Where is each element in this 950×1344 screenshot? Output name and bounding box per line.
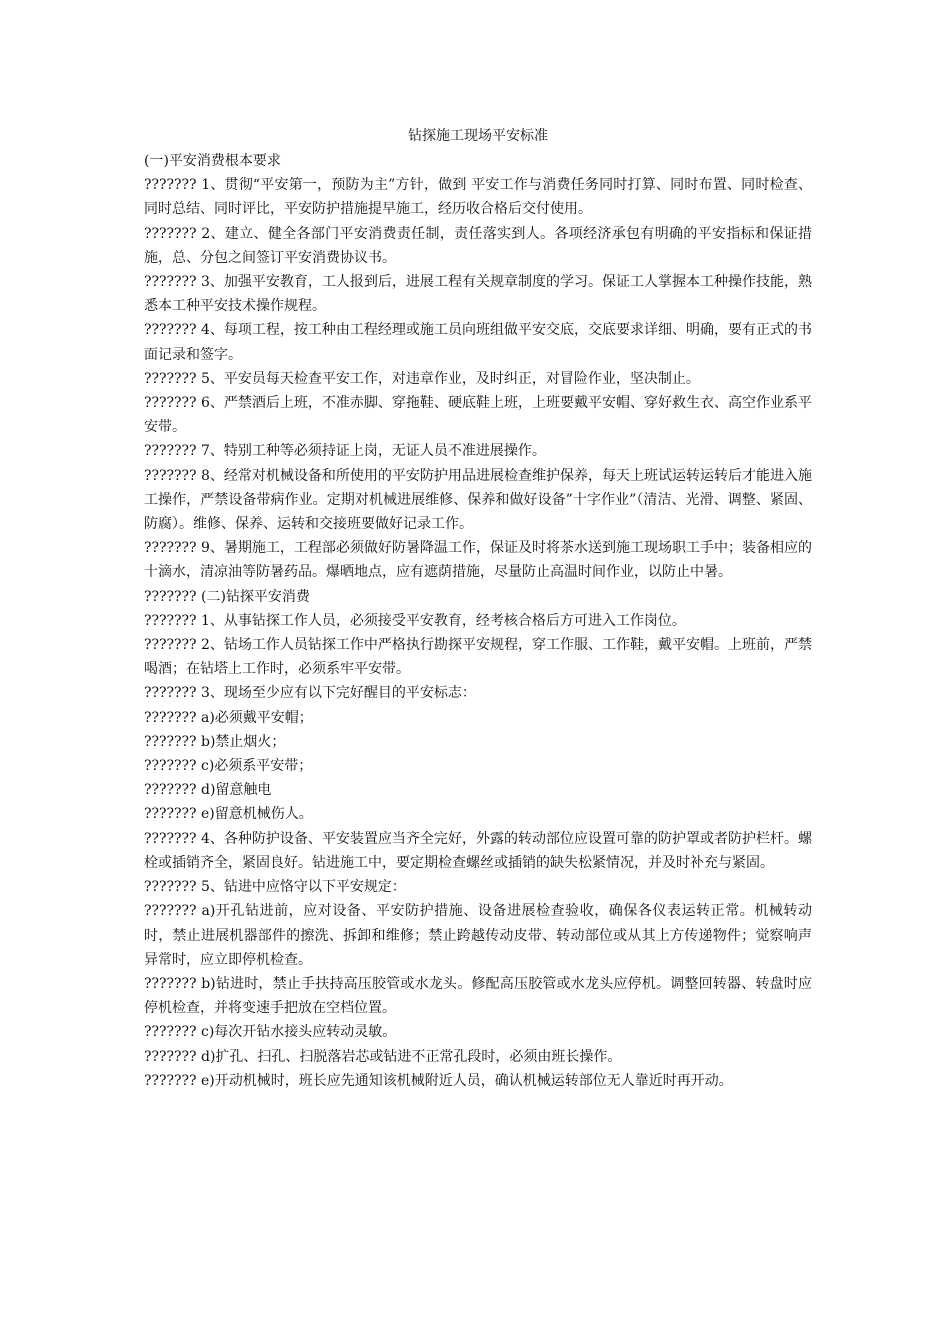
paragraph: ??????? 9、暑期施工，工程部必须做好防暑降温工作，保证及时将茶水送到施工现场职工手中；装备相应的十滴水，清凉油等防暑药品。爆晒地点，应有遮荫措施，尽量防止高温时间作业，以防止中暑。 bbox=[144, 540, 812, 581]
paragraph: ??????? 2、钻场工作人员钻探工作中严格执行勘探平安规程，穿工作服、工作鞋，戴平安帽。上班前，严禁喝酒；在钻塔上工作时，必须系牢平安带。 bbox=[144, 637, 812, 678]
document-page bbox=[144, 124, 812, 1093]
paragraph: ??????? 6、严禁酒后上班，不准赤脚、穿拖鞋、硬底鞋上班，上班要戴平安帽、穿好救生衣、高空作业系平安带。 bbox=[144, 395, 812, 436]
paragraph: ??????? 3、加强平安教育，工人报到后，进展工程有关规章制度的学习。保证工人掌握本工种操作技能，熟悉本工种平安技术操作规程。 bbox=[144, 274, 812, 315]
paragraph: ??????? a)必须戴平安帽； bbox=[144, 709, 313, 726]
paragraph: ??????? 2、建立、健全各部门平安消费责任制，责任落实到人。各项经济承包有明确的平安指标和保证措施，总、分包之间签订平安消费协议书。 bbox=[144, 225, 812, 266]
paragraph: ??????? 1、贯彻“平安第一，预防为主”方针，做到 平安工作与消费任务同时打算、同时布置、同时检查、同时总结、同时评比，平安防护措施提早施工，经历收合格后交付使用。 bbox=[144, 177, 812, 218]
paragraph: ??????? 1、从事钻探工作人员，必须接受平安教育，经考核合格后方可进入工作岗位。 bbox=[144, 612, 686, 629]
paragraph: ??????? b)禁止烟火； bbox=[144, 733, 286, 750]
paragraph: ??????? 5、钻进中应恪守以下平安规定： bbox=[144, 879, 406, 896]
paragraph: ??????? 3、现场至少应有以下完好醒目的平安标志： bbox=[144, 685, 476, 702]
paragraph: ??????? 4、各种防护设备、平安装置应当齐全完好，外露的转动部位应设置可靠的防护罩或者防护栏杆。螺栓或插销齐全，紧固良好。钻进施工中，要定期检查螺丝或插销的缺失松紧情况，并及时补充与紧固。 bbox=[144, 830, 812, 871]
paragraph: ??????? 8、经常对机械设备和所使用的平安防护用品进展检查维护保养，每天上班试运转运转后才能进入施工操作，严禁设备带病作业。定期对机械进展维修、保养和做好设备”十字作业”（清洁、光滑、调整、紧固、防腐）。维修、保养、运转和交接班要做好记录工作。 bbox=[144, 467, 812, 533]
paragraph: ??????? 5、平安员每天检查平安工作，对违章作业，及时纠正，对冒险作业，坚决制止。 bbox=[144, 370, 700, 387]
paragraph: ??????? (二)钻探平安消费 bbox=[144, 588, 310, 605]
paragraph: ??????? a)开孔钻进前，应对设备、平安防护措施、设备进展检查验收，确保各仪表运转正常。机械转动时，禁止进展机器部件的擦洗、拆卸和维修；禁止跨越传动皮带、转动部位或从其上方传递物件；觉察响声异常时，应立即停机检查。 bbox=[144, 903, 812, 968]
paragraph: ??????? d)扩孔、扫孔、扫脱落岩芯或钻进不正常孔段时，必须由班长操作。 bbox=[144, 1048, 622, 1065]
paragraph: ??????? 4、每项工程，按工种由工程经理或施工员向班组做平安交底，交底要求详细、明确，要有正式的书面记录和签字。 bbox=[144, 322, 812, 363]
paragraph: ??????? c)每次开钻水接头应转动灵敏。 bbox=[144, 1024, 397, 1041]
paragraph: ??????? 7、特别工种等必须持证上岗，无证人员不准进展操作。 bbox=[144, 443, 546, 460]
paragraph: ??????? e)留意机械伤人。 bbox=[144, 806, 313, 823]
paragraph: ??????? b)钻进时，禁止手扶持高压胶管或水龙头。修配高压胶管或水龙头应停机。调整回转器、转盘时应停机检查，并将变速手把放在空档位置。 bbox=[144, 975, 812, 1017]
paragraph: ??????? e)开动机械时，班长应先通知该机械附近人员，确认机械运转部位无人靠近时再开动。 bbox=[144, 1072, 733, 1089]
document-title: 钻探施工现场平安标准 bbox=[408, 128, 548, 144]
section-heading: (一)平安消费根本要求 bbox=[144, 153, 281, 169]
paragraph: ??????? d)留意触电 bbox=[144, 782, 272, 799]
document-body bbox=[144, 149, 812, 1093]
paragraph: ??????? c)必须系平安带； bbox=[144, 758, 313, 775]
